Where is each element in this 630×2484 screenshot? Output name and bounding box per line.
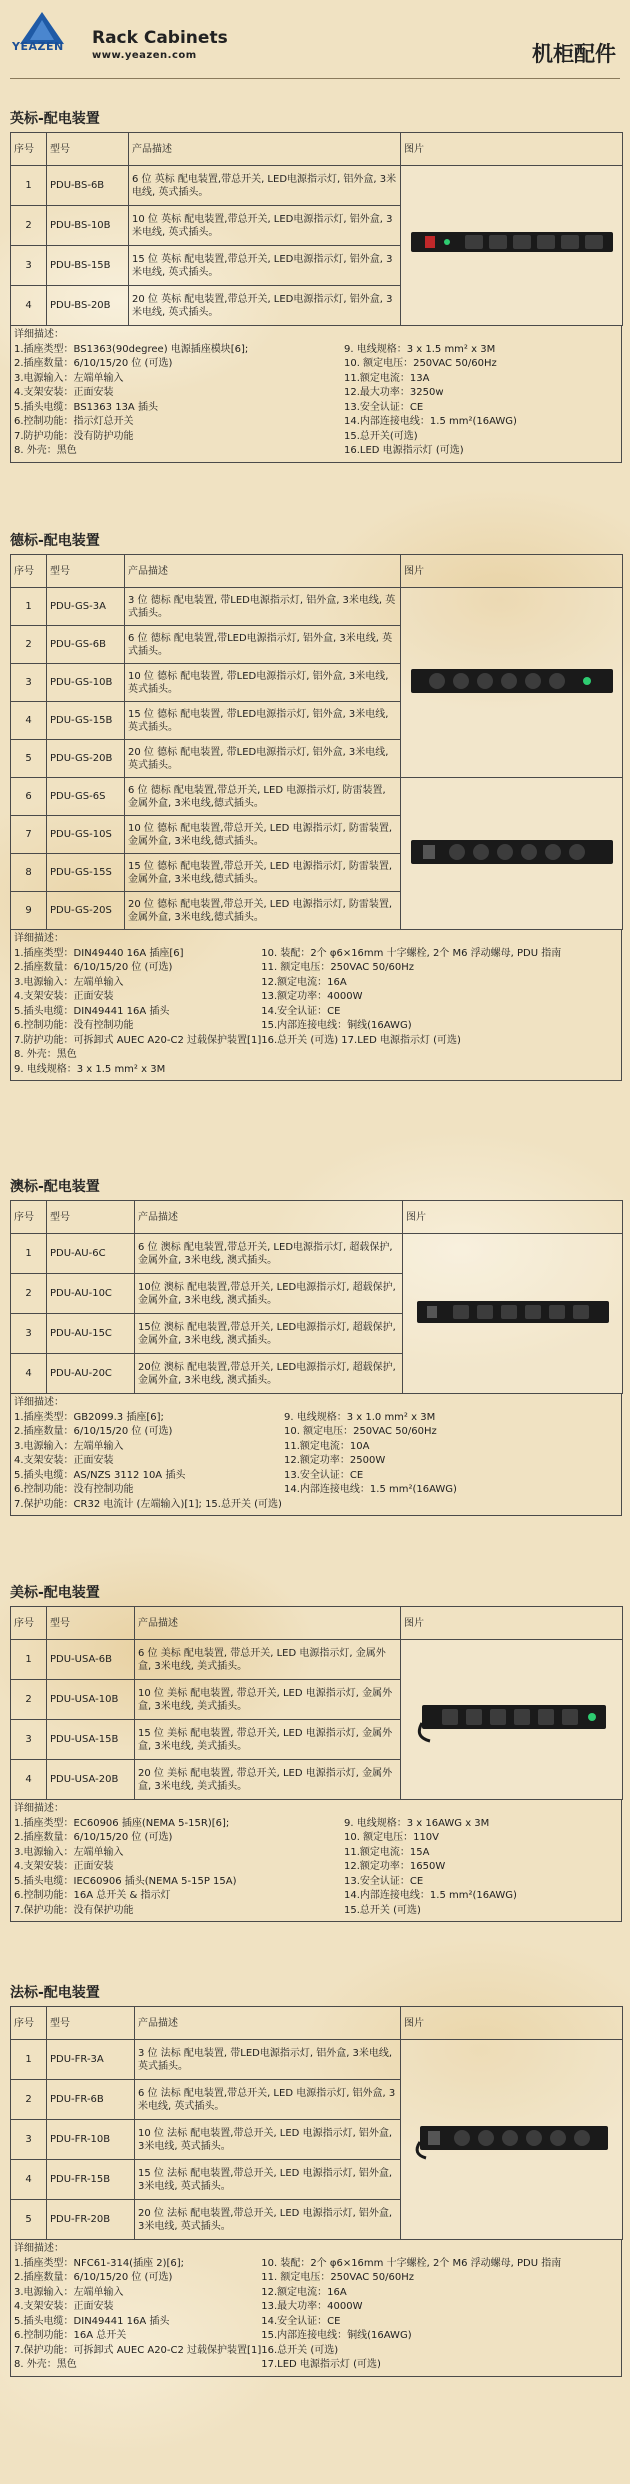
row-desc: 6 位 美标 配电装置, 带总开关, LED 电源指示灯, 金属外盒, 3米电线, 美式插头。 — [135, 1640, 401, 1680]
details-block — [10, 1800, 622, 1922]
spec-line: 9. 电线规格：3 x 1.5 mm² x 3M — [14, 1063, 166, 1075]
header-image: 图片 — [401, 133, 623, 166]
spec-line: 7.防护功能：没有防护功能 — [14, 430, 134, 442]
row-desc: 20位 澳标 配电装置,带总开关, LED电源指示灯, 超载保护, 金属外盒, 3米电线, 澳式插头。 — [135, 1354, 403, 1394]
table-row — [11, 166, 623, 206]
row-index: 1 — [11, 2040, 47, 2080]
table-header-row — [11, 1201, 623, 1234]
spec-line: 10. 装配：2个 φ6×16mm 十字螺栓, 2个 M6 浮动螺母, PDU 指南 — [261, 947, 562, 959]
row-index: 2 — [11, 626, 47, 664]
spec-line: 1.插座类型：NFC61-314(插座 2)[6]; — [14, 2257, 185, 2269]
table-row — [11, 588, 623, 626]
details-left — [14, 947, 261, 1078]
spec-line: 1.插座类型：GB2099.3 插座[6]; — [14, 1411, 164, 1423]
header-index: 序号 — [11, 1607, 47, 1640]
row-index: 3 — [11, 246, 47, 286]
header-divider — [10, 78, 620, 79]
page-header — [0, 0, 630, 80]
table-row — [11, 1234, 623, 1274]
details-left — [14, 1817, 344, 1919]
spec-line: 13.安全认证：CE — [344, 1875, 424, 1887]
section-title: 法标-配电装置 — [10, 1985, 100, 2001]
spec-line: 10. 装配：2个 φ6×16mm 十字螺栓, 2个 M6 浮动螺母, PDU 指南 — [261, 2257, 562, 2269]
spec-line: 15.总开关 (可选) — [344, 1904, 421, 1916]
spec-line: 9. 电线规格：3 x 1.5 mm² x 3M — [344, 343, 496, 355]
table-header-row — [11, 1607, 623, 1640]
brand-url[interactable]: www.yeazen.com — [92, 50, 197, 61]
section-gs — [10, 530, 622, 1081]
header-model: 型号 — [47, 2007, 135, 2040]
spec-line: 4.支架安装：正面安装 — [14, 1861, 114, 1872]
spec-line: 6.控制功能：没有控制功能 — [14, 1020, 134, 1031]
header-model: 型号 — [47, 1607, 135, 1640]
details-heading: 详细描述： — [14, 1803, 64, 1814]
details-right — [261, 2257, 618, 2373]
header-model: 型号 — [47, 555, 125, 588]
details-block — [10, 1394, 622, 1516]
row-index: 4 — [11, 1354, 47, 1394]
spec-line: 2.插座数量：6/10/15/20 位 (可选) — [14, 2272, 173, 2283]
spec-line: 13.额定功率：4000W — [261, 991, 363, 1002]
spec-line: 10. 额定电压：110V — [344, 1832, 440, 1843]
row-model: PDU-FR-15B — [47, 2160, 135, 2200]
row-index: 9 — [11, 892, 47, 930]
spec-line: 8. 外壳：黑色 — [14, 445, 77, 456]
details-right — [344, 343, 618, 459]
row-desc: 15 位 英标 配电装置,带总开关, LED电源指示灯, 铝外盒, 3米电线, 英式插头。 — [129, 246, 401, 286]
spec-line: 16.总开关 (可选) — [261, 2344, 339, 2356]
row-desc: 6 位 澳标 配电装置,带总开关, LED电源指示灯, 超载保护, 金属外盒, 3米电线, 澳式插头。 — [135, 1234, 403, 1274]
spec-line: 4.支架安装：正面安装 — [14, 387, 114, 398]
spec-line: 11. 额定电压：250VAC 50/60Hz — [261, 962, 415, 973]
spec-line: 12.额定电流：16A — [261, 2286, 347, 2298]
row-desc: 6 位 德标 配电装置,带LED电源指示灯, 铝外盒, 3米电线, 英式插头。 — [125, 626, 401, 664]
row-desc: 10位 澳标 配电装置,带总开关, LED电源指示灯, 超载保护, 金属外盒, 3米电线, 澳式插头。 — [135, 1274, 403, 1314]
row-desc: 10 位 德标 配电装置,带总开关, LED 电源指示灯, 防雷装置, 金属外盒, 3米电线,德式插头。 — [125, 816, 401, 854]
spec-line: 10. 额定电压：250VAC 50/60Hz — [344, 358, 497, 369]
header-model: 型号 — [47, 1201, 135, 1234]
spec-line: 14.内部连接电线：1.5 mm²(16AWG) — [344, 1890, 517, 1901]
spec-line: 6.控制功能：指示灯总开关 — [14, 416, 134, 427]
row-model: PDU-USA-10B — [47, 1680, 135, 1720]
details-block — [10, 930, 622, 1081]
product-image-cell — [401, 778, 623, 930]
spec-line: 1.插座类型：EC60906 插座(NEMA 5-15R)[6]; — [14, 1817, 230, 1829]
spec-line: 14.安全认证：CE — [261, 2315, 341, 2327]
row-index: 1 — [11, 166, 47, 206]
row-desc: 3 位 法标 配电装置, 带LED电源指示灯, 铝外盒, 3米电线, 英式插头。 — [135, 2040, 401, 2080]
product-image-cell — [401, 2040, 623, 2240]
spec-line: 16.LED 电源指示灯 (可选) — [344, 445, 464, 456]
details-left — [14, 2257, 261, 2373]
section-title: 英标-配电装置 — [10, 111, 100, 127]
row-desc: 3 位 德标 配电装置, 带LED电源指示灯, 铝外盒, 3米电线, 英式插头。 — [125, 588, 401, 626]
row-model: PDU-AU-20C — [47, 1354, 135, 1394]
row-model: PDU-USA-20B — [47, 1760, 135, 1800]
spec-line: 7.防护功能：可拆卸式 AUEC A20-C2 过载保护装置[1] — [14, 1034, 262, 1046]
table-header-row — [11, 555, 623, 588]
row-desc: 20 位 美标 配电装置, 带总开关, LED 电源指示灯, 金属外盒, 3米电线, 美式插头。 — [135, 1760, 401, 1800]
header-desc: 产品描述 — [129, 133, 401, 166]
section-title: 澳标-配电装置 — [10, 1179, 100, 1195]
row-index: 2 — [11, 206, 47, 246]
row-model: PDU-BS-20B — [47, 286, 129, 326]
spec-line: 8. 外壳：黑色 — [14, 2359, 77, 2370]
row-model: PDU-BS-10B — [47, 206, 129, 246]
details-block — [10, 326, 622, 463]
header-image: 图片 — [401, 555, 623, 588]
spec-line: 17.LED 电源指示灯 (可选) — [261, 2359, 381, 2370]
row-desc: 20 位 德标 配电装置,带总开关, LED 电源指示灯, 防雷装置, 金属外盒, 3米电线,德式插头。 — [125, 892, 401, 930]
row-desc: 15 位 德标 配电装置, 带LED电源指示灯, 铝外盒, 3米电线, 英式插头。 — [125, 702, 401, 740]
spec-line: 14.安全认证：CE — [261, 1005, 341, 1017]
row-model: PDU-USA-6B — [47, 1640, 135, 1680]
row-model: PDU-BS-15B — [47, 246, 129, 286]
header-desc: 产品描述 — [135, 2007, 401, 2040]
section-bs — [10, 108, 622, 463]
row-index: 3 — [11, 1720, 47, 1760]
pdu-usa-image — [412, 1693, 612, 1743]
spec-line: 4.支架安装：正面安装 — [14, 2301, 114, 2312]
section-au — [10, 1176, 622, 1516]
spec-line: 5.插头电缆：DIN49441 16A 插头 — [14, 1005, 170, 1017]
row-model: PDU-FR-20B — [47, 2200, 135, 2240]
spec-line: 3.电源输入：左端单输入 — [14, 1846, 124, 1858]
product-table — [10, 1606, 623, 1800]
spec-line: 11. 额定电压：250VAC 50/60Hz — [261, 2272, 415, 2283]
row-model: PDU-USA-15B — [47, 1720, 135, 1760]
header-desc: 产品描述 — [135, 1201, 403, 1234]
spec-line: 4.支架安装：正面安装 — [14, 1455, 114, 1466]
row-desc: 15 位 美标 配电装置, 带总开关, LED 电源指示灯, 金属外盒, 3米电线, 美式插头。 — [135, 1720, 401, 1760]
row-desc: 10 位 法标 配电装置,带总开关, LED 电源指示灯, 铝外盒, 3米电线, 英式插头。 — [135, 2120, 401, 2160]
details-right — [344, 1817, 618, 1919]
row-desc: 20 位 法标 配电装置,带总开关, LED 电源指示灯, 铝外盒, 3米电线, 英式插头。 — [135, 2200, 401, 2240]
details-heading: 详细描述： — [14, 329, 64, 340]
row-model: PDU-AU-10C — [47, 1274, 135, 1314]
spec-line: 5.插头电缆：BS1363 13A 插头 — [14, 401, 158, 413]
spec-line: 12.额定电流：16A — [261, 976, 347, 988]
spec-line: 6.控制功能：16A 总开关 & 指示灯 — [14, 1890, 171, 1901]
row-index: 8 — [11, 854, 47, 892]
spec-line: 11.额定电流：10A — [284, 1440, 370, 1452]
row-model: PDU-BS-6B — [47, 166, 129, 206]
row-index: 1 — [11, 1234, 47, 1274]
row-model: PDU-GS-3A — [47, 588, 125, 626]
row-model: PDU-AU-15C — [47, 1314, 135, 1354]
header-desc: 产品描述 — [125, 555, 401, 588]
spec-line: 12.额定功率：1650W — [344, 1861, 446, 1872]
row-desc: 15 位 德标 配电装置,带总开关, LED 电源指示灯, 防雷装置, 金属外盒, 3米电线,德式插头。 — [125, 854, 401, 892]
spec-line: 15.总开关(可选) — [344, 430, 418, 442]
row-model: PDU-GS-15S — [47, 854, 125, 892]
spec-line: 10. 额定电压：250VAC 50/60Hz — [284, 1426, 437, 1437]
row-model: PDU-AU-6C — [47, 1234, 135, 1274]
brand-title: Rack Cabinets — [92, 28, 228, 48]
row-model: PDU-FR-6B — [47, 2080, 135, 2120]
table-header-row — [11, 133, 623, 166]
spec-line: 11.额定电流：13A — [344, 372, 430, 384]
spec-line: 13.安全认证：CE — [344, 401, 424, 413]
details-heading: 详细描述： — [14, 1397, 64, 1408]
spec-line: 12.额定功率：2500W — [284, 1455, 386, 1466]
section-title: 德标-配电装置 — [10, 533, 100, 549]
spec-line: 11.额定电流：15A — [344, 1846, 430, 1858]
header-desc: 产品描述 — [135, 1607, 401, 1640]
yeazen-logo-icon — [12, 10, 72, 68]
spec-line: 12.最大功率：3250w — [344, 387, 444, 398]
section-title: 美标-配电装置 — [10, 1585, 100, 1601]
row-model: PDU-GS-20B — [47, 740, 125, 778]
row-index: 2 — [11, 1274, 47, 1314]
product-image-cell — [401, 588, 623, 778]
details-left — [14, 343, 344, 459]
row-model: PDU-GS-10S — [47, 816, 125, 854]
pdu-gs-switch-image — [407, 834, 617, 870]
row-desc: 6 位 法标 配电装置,带总开关, LED 电源指示灯, 铝外盒, 3米电线, 英式插头。 — [135, 2080, 401, 2120]
row-model: PDU-GS-20S — [47, 892, 125, 930]
spec-line: 7.保护功能：没有保护功能 — [14, 1904, 134, 1916]
row-index: 7 — [11, 816, 47, 854]
row-desc: 20 位 英标 配电装置,带总开关, LED电源指示灯, 铝外盒, 3米电线, 英式插头。 — [129, 286, 401, 326]
spec-line: 6.控制功能：没有控制功能 — [14, 1484, 134, 1495]
details-right — [261, 947, 618, 1078]
table-row — [11, 1640, 623, 1680]
row-model: PDU-FR-10B — [47, 2120, 135, 2160]
details-block — [10, 2240, 622, 2377]
table-row — [11, 2040, 623, 2080]
spec-line: 2.插座数量：6/10/15/20 位 (可选) — [14, 358, 173, 369]
spec-line: 3.电源输入：左端单输入 — [14, 976, 124, 988]
spec-line: 14.内部连接电线：1.5 mm²(16AWG) — [284, 1484, 457, 1495]
spec-line: 8. 外壳：黑色 — [14, 1049, 77, 1060]
page-title: 机柜配件 — [532, 42, 616, 66]
row-index: 4 — [11, 2160, 47, 2200]
spec-line: 14.内部连接电线：1.5 mm²(16AWG) — [344, 416, 517, 427]
row-index: 5 — [11, 740, 47, 778]
row-index: 1 — [11, 588, 47, 626]
spec-line: 7.保护功能：可拆卸式 AUEC A20-C2 过载保护装置[1] — [14, 2344, 262, 2356]
spec-line: 15.内部连接电线：铜线(16AWG) — [261, 2330, 412, 2341]
row-index: 5 — [11, 2200, 47, 2240]
spec-line: 6.控制功能：16A 总开关 — [14, 2330, 127, 2341]
table-row — [11, 778, 623, 816]
section-fr — [10, 1982, 622, 2377]
details-heading: 详细描述： — [14, 2243, 64, 2254]
product-table — [10, 1200, 623, 1394]
spec-line: 15.内部连接电线：铜线(16AWG) — [261, 1020, 412, 1031]
spec-line: 3.电源输入：左端单输入 — [14, 372, 124, 384]
row-index: 3 — [11, 1314, 47, 1354]
row-desc: 10 位 德标 配电装置, 带LED电源指示灯, 铝外盒, 3米电线, 英式插头。 — [125, 664, 401, 702]
pdu-gs-image — [407, 663, 617, 699]
header-image: 图片 — [403, 1201, 623, 1234]
pdu-bs-image — [407, 224, 617, 264]
spec-line: 9. 电线规格：3 x 16AWG x 3M — [344, 1817, 490, 1829]
header-index: 序号 — [11, 555, 47, 588]
row-model: PDU-GS-6S — [47, 778, 125, 816]
row-index: 3 — [11, 2120, 47, 2160]
row-index: 2 — [11, 1680, 47, 1720]
row-desc: 15 位 法标 配电装置,带总开关, LED 电源指示灯, 铝外盒, 3米电线, 英式插头。 — [135, 2160, 401, 2200]
product-table — [10, 2006, 623, 2240]
row-model: PDU-GS-10B — [47, 664, 125, 702]
header-index: 序号 — [11, 133, 47, 166]
spec-line: 3.电源输入：左端单输入 — [14, 2286, 124, 2298]
pdu-fr-image — [410, 2116, 614, 2160]
header-image: 图片 — [401, 2007, 623, 2040]
row-index: 4 — [11, 702, 47, 740]
spec-line: 16.总开关 (可选) 17.LED 电源指示灯 (可选) — [261, 1034, 461, 1046]
row-index: 4 — [11, 1760, 47, 1800]
row-index: 6 — [11, 778, 47, 816]
product-image-cell — [401, 166, 623, 326]
row-desc: 20 位 德标 配电装置, 带LED电源指示灯, 铝外盒, 3米电线, 英式插头。 — [125, 740, 401, 778]
product-table — [10, 132, 623, 326]
row-desc: 10 位 英标 配电装置,带总开关, LED电源指示灯, 铝外盒, 3米电线, 英式插头。 — [129, 206, 401, 246]
row-desc: 6 位 德标 配电装置,带总开关, LED 电源指示灯, 防雷装置, 金属外盒, 3米电线,德式插头。 — [125, 778, 401, 816]
spec-line: 1.插座类型：DIN49440 16A 插座[6] — [14, 947, 184, 959]
table-header-row — [11, 2007, 623, 2040]
product-image-cell — [403, 1234, 623, 1394]
spec-line: 1.插座类型：BS1363(90degree) 电源插座模块[6]; — [14, 343, 249, 355]
spec-line: 2.插座数量：6/10/15/20 位 (可选) — [14, 962, 173, 973]
header-index: 序号 — [11, 2007, 47, 2040]
spec-line: 13.最大功率：4000W — [261, 2301, 363, 2312]
details-heading: 详细描述： — [14, 933, 64, 944]
spec-line: 9. 电线规格：3 x 1.0 mm² x 3M — [284, 1411, 436, 1423]
row-index: 4 — [11, 286, 47, 326]
details-right — [284, 1411, 618, 1498]
spec-line: 5.插头电缆：IEC60906 插头(NEMA 5-15P 15A) — [14, 1875, 237, 1887]
pdu-au-image — [413, 1295, 613, 1329]
spec-line: 5.插头电缆：AS/NZS 3112 10A 插头 — [14, 1469, 186, 1481]
header-image: 图片 — [401, 1607, 623, 1640]
spec-line: 4.支架安装：正面安装 — [14, 991, 114, 1002]
section-usa — [10, 1582, 622, 1922]
product-image-cell — [401, 1640, 623, 1800]
spec-line: 5.插头电缆：DIN49441 16A 插头 — [14, 2315, 170, 2327]
spec-line: 13.安全认证：CE — [284, 1469, 364, 1481]
row-desc: 6 位 英标 配电装置,带总开关, LED电源指示灯, 铝外盒, 3米电线, 英式插头。 — [129, 166, 401, 206]
spec-line: 3.电源输入：左端单输入 — [14, 1440, 124, 1452]
row-desc: 15位 澳标 配电装置,带总开关, LED电源指示灯, 超载保护, 金属外盒, 3米电线, 澳式插头。 — [135, 1314, 403, 1354]
row-index: 3 — [11, 664, 47, 702]
row-desc: 10 位 美标 配电装置, 带总开关, LED 电源指示灯, 金属外盒, 3米电线, 美式插头。 — [135, 1680, 401, 1720]
product-table — [10, 554, 623, 930]
header-index: 序号 — [11, 1201, 47, 1234]
details-left — [14, 1411, 284, 1498]
row-model: PDU-GS-6B — [47, 626, 125, 664]
header-model: 型号 — [47, 133, 129, 166]
logo-text: YEAZEN — [12, 40, 64, 53]
spec-line: 7.保护功能：CR32 电流计 (左端输入)[1]; 15.总开关 (可选) — [14, 1498, 282, 1510]
row-index: 2 — [11, 2080, 47, 2120]
row-index: 1 — [11, 1640, 47, 1680]
row-model: PDU-FR-3A — [47, 2040, 135, 2080]
spec-line: 2.插座数量：6/10/15/20 位 (可选) — [14, 1426, 173, 1437]
spec-line: 2.插座数量：6/10/15/20 位 (可选) — [14, 1832, 173, 1843]
row-model: PDU-GS-15B — [47, 702, 125, 740]
